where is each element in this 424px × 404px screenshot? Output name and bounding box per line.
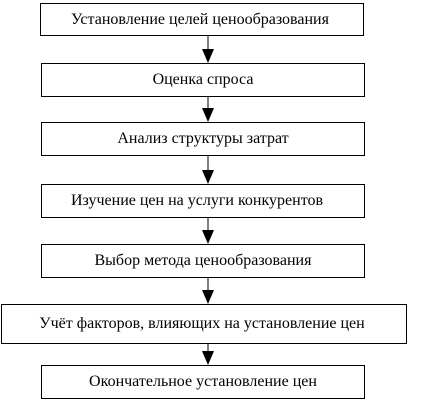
step-6-box xyxy=(1,304,407,344)
arrow-3-to-4 xyxy=(202,156,214,184)
arrow-5-to-6 xyxy=(202,278,214,304)
arrow-6-to-7 xyxy=(202,344,214,365)
step-3-label: Анализ структуры затрат xyxy=(117,130,289,147)
arrow-4-to-5 xyxy=(202,218,214,244)
step-2-label: Оценка спроса xyxy=(152,71,254,88)
step-1-box xyxy=(40,3,364,36)
step-5-box xyxy=(41,244,365,278)
arrow-2-to-3 xyxy=(202,97,214,122)
step-7-label: Окончательное установление цен xyxy=(89,373,317,390)
step-1-label: Установление целей ценообразования xyxy=(71,10,329,28)
arrow-1-to-2 xyxy=(202,36,214,63)
step-5-label: Выбор метода ценообразования xyxy=(94,252,312,269)
step-4-label: Изучение цен на услуги конкурентов xyxy=(70,192,324,209)
step-7-box xyxy=(41,365,365,399)
step-4-box xyxy=(41,184,365,218)
step-2-box xyxy=(41,63,365,97)
step-6-label: Учёт факторов, влияющих на установление цен xyxy=(39,315,365,332)
step-3-box xyxy=(41,122,365,156)
